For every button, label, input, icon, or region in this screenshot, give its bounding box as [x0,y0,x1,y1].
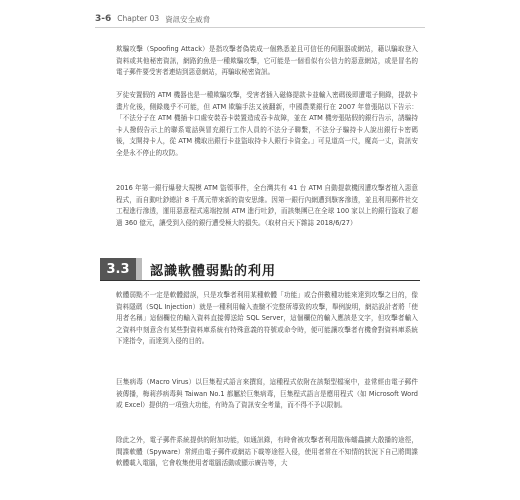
page-header [95,11,425,27]
section-title: 認識軟體弱點的利用 [150,263,277,279]
paragraph: 除此之外，電子郵件系統提供的附加功能，如通訊錄，有時會被攻擊者利用散佈蠕蟲擴大散播的途徑，間諜軟體（Spyware）常經由電子郵件或網站下載等途徑入侵，使用者常在不知情的狀況下自己將間諜軟體載入電腦，它會收集使用者電腦活動或顯示廣告等，大 [116,436,418,467]
paragraph: 欺騙攻擊（Spoofing Attack）是指攻擊者偽裝成一個熟悉並且可信任的伺服器或網站，藉以騙取登入資料或其他秘密資訊，網路釣魚是一種欺騙攻擊，它可能是一個看似有公信力的惡意網站，或是冒名的電子郵件要受害者連結到惡意網站，再騙取秘密資訊。 [116,45,418,76]
chapter-label: Chapter 03 [117,13,160,23]
header-rule [95,27,425,28]
paragraph: 歹徒安置假的 ATM 機器也是一種欺騙攻擊，受害者插入磁條提款卡並輸入密碼後即遭電子側錄，提款卡畫片化後，側錄幾乎不可能，但 ATM 欺騙手法又被翻新，中國農業銀行在 2007 年曾張貼以下告示：「不法分子在 ATM 機插卡口處安裝吞卡裝置造成吞卡故障，並在 ATM 機旁張貼假的銀行告示，誘騙持卡人撥假告示上的聯系電話與冒充銀行工作人員的不法分子聯繫，不法分子騙持卡人說出銀行卡密碼後，支開持卡人，從 ATM 機取出銀行卡並盜取持卡人銀行卡資金。」可見道高一尺，魔高一丈，資訊安全是永不停止的攻防。 [116,91,418,157]
section-accent [136,258,142,280]
paragraph: 2016 年第一銀行爆發大規模 ATM 盜領事件，全台灣共有 41 台 ATM 自動提款機因遭攻擊者植入惡意程式，而自動吐鈔總計 8 千萬元帶來新的資安思維。因第一銀行內網遭到駭客滲透，並且利用郵件社交工程進行滲透，運用惡意程式遠端控制 ATM 進行吐鈔，而該集團已在全球 100 家以上的銀行盜取了超過 360 億元，讓受到入侵的銀行遭受極大的損失。（取材自天下雜誌 2018/6/27） [116,184,418,227]
chapter-heading [117,14,210,25]
page-number: 3-6 [95,14,112,24]
chapter-title: 資訊安全威脅 [165,14,211,24]
paragraph: 軟體弱點不一定是軟體錯誤，只是攻擊者利用某種軟體「功能」或合併數種功能來達到攻擊之目的，像資料隱碼（SQL Injection）就是一種利用輸入查驗不完整所導致的攻擊，舉例說明，網站設計者將「使用者名稱」這個欄位的輸入資料直接傳送給 SQL Server，這個欄位的輸入應該是文字，但攻擊者輸入之資料中刻意含有某些對資料庫系統有特殊意義的符號或命令時，便可能讓攻擊者有機會對資料庫系統下達指令，而達到入侵的目的。 [116,291,418,345]
section-heading [100,258,420,281]
section-number: 3.3 [100,258,136,280]
paragraph: 巨集病毒（Macro Virus）以巨集程式語言來撰寫，這種程式依附在該類型檔案中，並常經由電子郵件被傳播，梅莉莎病毒與 Taiwan No.1 都屬於巨集病毒，巨集程式語言是應用程式（如 Microsoft Word 或 Excel）提供的一項強大功能，有時為了資訊安全考量，而不得不予以限制。 [116,378,418,409]
